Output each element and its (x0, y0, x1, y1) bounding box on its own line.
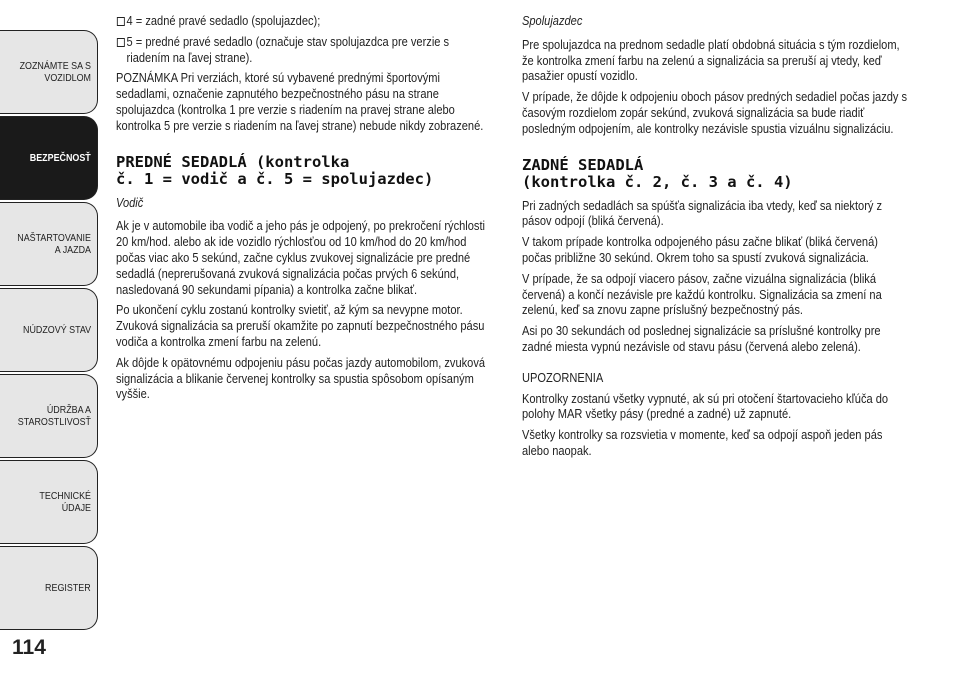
paragraph: Všetky kontrolky sa rozsvietia v momente, keď sa odpojí aspoň jeden pás alebo naopak. (522, 428, 883, 458)
heading-line: ZADNÉ SEDADLÁ (522, 155, 644, 174)
paragraph: V prípade, že dôjde k odpojeniu oboch pásov predných sedadiel počas jazdy s časovým rozdielom zopár sekúnd, zvuková signalizácia sa bude riadiť posledným odpojením, ale kontrolky nezávisle spustia vizuálnu signalizáciu. (522, 90, 908, 136)
tab-technicke-udaje[interactable] (0, 460, 98, 544)
paragraph: Po ukončení cyklu zostanú kontrolky svietiť, až kým sa nevypne motor. Zvuková signalizácia sa preruší okamžite po zapnutí bezpečnostného pásu vodiča a kontrolka zmení farbu na zelenú. (116, 303, 485, 349)
paragraph: V takom prípade kontrolka odpojeného pásu začne blikať (bliká červená) počas približne 30 sekúnd. Okrem toho sa spustí zvuková signalizácia. (522, 235, 878, 265)
paragraph: Asi po 30 sekundách od poslednej signalizácie sa príslušné kontrolky pre zadné miesta vypnú nezávisle od stavu pásu (červená alebo zelená). (522, 324, 881, 354)
tab-label: TECHNICKÉ ÚDAJE (39, 490, 91, 514)
paragraph: Pri zadných sedadlách sa spúšťa signalizácia iba vtedy, keď sa niektorý z pásov odpojí (bliká červená). (522, 198, 883, 229)
tab-register[interactable] (0, 546, 98, 630)
left-column (116, 14, 496, 408)
page-number: 114 (12, 636, 46, 659)
tab-label: NÚDZOVÝ STAV (22, 324, 91, 336)
tab-label: ZOZNÁMTE SA S VOZIDLOM (19, 60, 92, 84)
list-item: 4 = zadné pravé sedadlo (spolujazdec); (116, 14, 494, 30)
tab-nudzovy-stav[interactable] (0, 288, 98, 372)
list-item: 5 = predné pravé sedadlo (označuje stav spolujazdca pre verzie s riadením na ľavej strane). (116, 35, 494, 67)
subheading: Spolujazdec (522, 14, 583, 28)
heading-line: (kontrolka č. 2, č. 3 a č. 4) (522, 172, 793, 191)
tab-label: BEZPEČNOSŤ (29, 152, 91, 164)
section-heading (116, 154, 496, 188)
tab-label: ÚDRŽBA A STAROSTLIVOSŤ (17, 404, 91, 428)
tab-label: REGISTER (45, 582, 91, 594)
paragraph: Kontrolky zostanú všetky vypnuté, ak sú pri otočení štartovacieho kľúča do polohy MAR všetky pásy (predné a zadné) už zapnuté. (522, 391, 889, 422)
right-column (522, 14, 912, 465)
subheading: Vodič (116, 195, 144, 210)
heading-line: PREDNÉ SEDADLÁ (kontrolka (116, 152, 350, 171)
tab-bezpecnost[interactable] (0, 116, 98, 200)
heading-line: č. 1 = vodič a č. 5 = spolujazdec) (116, 169, 434, 188)
paragraph: Ak je v automobile iba vodič a jeho pás je odpojený, po prekročení rýchlosti 20 km/hod. alebo ak ide vozidlo rýchlosťou od 10 km/hod do 20 km/hod počas viac ako 5 sekúnd, začne cyklus zvukovej signalizácie pre predné sedadlá (neprerušovaná zvuková signalizácia počas prvých 6 sekúnd, nasledovaná 90 sekundami pípania) a kontrolka začne blikať. (116, 219, 486, 297)
warning-title: UPOZORNENIA (522, 370, 604, 385)
tab-zoznamte-sa[interactable] (0, 30, 98, 114)
note-paragraph: POZNÁMKA Pri verziách, ktoré sú vybavené prednými športovými sedadlami, označenie zapnutého bezpečnostného pásu na strane spolujazdca (kontrolka 1 pre verzie s riadením na pravej strane alebo kontrolka 5 pre verzie s riadením na ľavej strane) nebude nikdy zobrazené. (116, 71, 484, 133)
paragraph: Ak dôjde k opätovnému odpojeniu pásu počas jazdy automobilom, zvuková signalizácia a blikanie červenej kontrolky sa spustia spôsobom opísaným vyššie. (116, 355, 486, 402)
paragraph: Pre spolujazdca na prednom sedadle platí obdobná situácia s tým rozdielom, že kontrolka zmení farbu na zelenú a signalizácia sa preruší aj vtedy, keď pasažier opustí vozidlo. (522, 37, 900, 84)
paragraph: V prípade, že sa odpojí viacero pásov, začne vizuálna signalizácia (bliká červená) a končí nezávisle pre každú kontrolku. Signalizácia sa zmení na zelenú, keď sa znovu zapne príslušný bezpečnostný pás. (522, 271, 882, 318)
section-heading (522, 157, 912, 191)
tab-nastartovanie[interactable] (0, 202, 98, 286)
sidebar-nav (0, 0, 100, 686)
tab-udrzba[interactable] (0, 374, 98, 458)
tab-label: NAŠTARTOVANIE A JAZDA (17, 232, 92, 256)
